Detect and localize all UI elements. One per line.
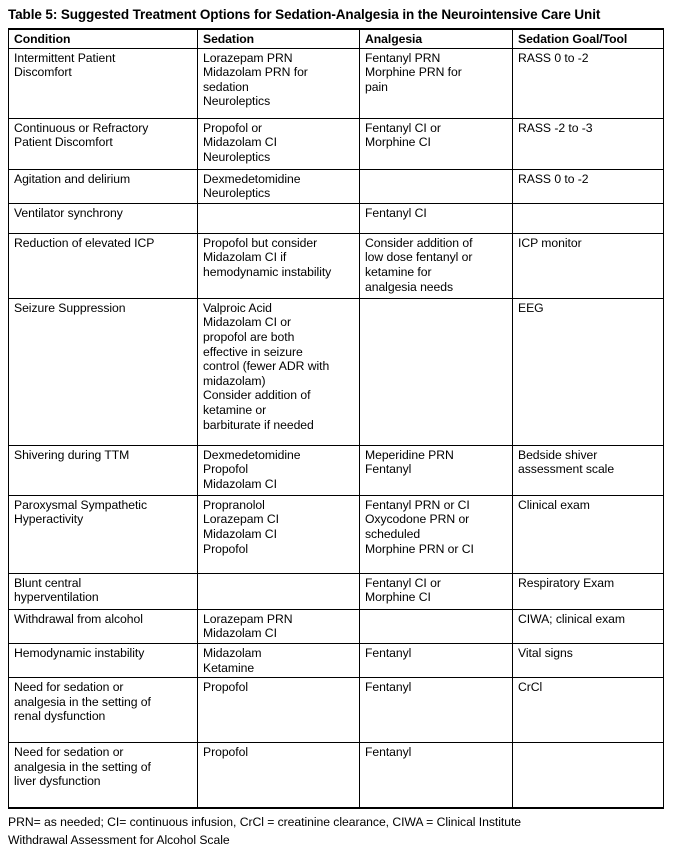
- cell-line: Midazolam CI: [203, 476, 277, 491]
- cell-line: Clinical exam: [518, 497, 590, 512]
- cell-line: Fentanyl: [365, 462, 412, 477]
- cell-goal: [513, 643, 664, 677]
- cell-line: Lorazepam CI: [203, 512, 279, 527]
- cell-sedation: [198, 169, 360, 203]
- cell-goal: [513, 48, 664, 118]
- cell-line: Vital signs: [518, 645, 573, 660]
- cell-goal: [513, 678, 664, 743]
- cell-line: effective in seizure: [203, 344, 303, 359]
- cell-line: pain: [365, 79, 388, 94]
- cell-sedation: [198, 643, 360, 677]
- cell-line: EEG: [518, 300, 544, 315]
- table-row: [9, 678, 664, 743]
- table-row: [9, 643, 664, 677]
- cell-goal: [513, 445, 664, 495]
- cell-line: Fentanyl CI or: [365, 575, 441, 590]
- cell-condition: [9, 678, 198, 743]
- cell-line: Hyperactivity: [14, 512, 84, 527]
- cell-analgesia: [360, 169, 513, 203]
- cell-condition: [9, 609, 198, 643]
- table-row: [9, 48, 664, 118]
- cell-line: Valproic Acid: [203, 300, 272, 315]
- cell-line: Midazolam CI if: [203, 250, 287, 265]
- cell-line: Propofol or: [203, 120, 263, 135]
- cell-sedation: [198, 495, 360, 573]
- cell-line: Morphine PRN for: [365, 65, 462, 80]
- cell-line: Fentanyl PRN or CI: [365, 497, 470, 512]
- cell-line: Fentanyl CI or: [365, 120, 441, 135]
- cell-line: Morphine CI: [365, 135, 431, 150]
- cell-condition: [9, 495, 198, 573]
- cell-line: Seizure Suppression: [14, 300, 126, 315]
- footnote-line-2: Withdrawal Assessment for Alcohol Scale: [8, 832, 230, 847]
- cell-line: Propofol: [203, 541, 248, 556]
- cell-analgesia: [360, 48, 513, 118]
- cell-line: control (fewer ADR with: [203, 359, 330, 374]
- cell-sedation: [198, 573, 360, 609]
- cell-analgesia: [360, 609, 513, 643]
- cell-analgesia: [360, 643, 513, 677]
- cell-line: Fentanyl PRN: [365, 50, 441, 65]
- cell-condition: [9, 445, 198, 495]
- cell-line: Withdrawal from alcohol: [14, 611, 143, 626]
- table-row: [9, 445, 664, 495]
- cell-line: Midazolam CI or: [203, 315, 291, 330]
- page-title: Table 5: Suggested Treatment Options for Sedation-Analgesia in the Neurointensive Care Unit: [8, 7, 601, 22]
- cell-line: CrCl: [518, 680, 543, 695]
- cell-line: Propofol: [203, 680, 248, 695]
- treatment-options-table: [8, 28, 664, 809]
- cell-sedation: [198, 678, 360, 743]
- cell-line: Morphine CI: [365, 590, 431, 605]
- cell-analgesia: [360, 203, 513, 233]
- cell-line: Ketamine: [203, 660, 255, 675]
- cell-line: midazolam): [203, 373, 266, 388]
- cell-line: ketamine or: [203, 402, 267, 417]
- cell-goal: [513, 203, 664, 233]
- cell-line: Consider addition of: [203, 388, 311, 403]
- cell-line: Meperidine PRN: [365, 447, 454, 462]
- table-row: [9, 495, 664, 573]
- table-header: [9, 29, 664, 48]
- cell-goal: [513, 609, 664, 643]
- cell-line: sedation: [203, 79, 249, 94]
- table-header-row: [9, 29, 664, 48]
- cell-line: Consider addition of: [365, 235, 473, 250]
- cell-line: Dexmedetomidine: [203, 447, 301, 462]
- column-header-goal: Sedation Goal/Tool: [513, 29, 664, 48]
- table-footnote: [8, 813, 666, 849]
- cell-goal: [513, 118, 664, 169]
- cell-sedation: [198, 609, 360, 643]
- cell-sedation: [198, 203, 360, 233]
- cell-sedation: [198, 48, 360, 118]
- cell-line: Discomfort: [14, 65, 72, 80]
- table-row: [9, 609, 664, 643]
- cell-line: Hemodynamic instability: [14, 645, 145, 660]
- cell-line: Propofol: [203, 462, 248, 477]
- cell-line: Propranolol: [203, 497, 265, 512]
- footnote-line-1: PRN= as needed; CI= continuous infusion, CrCl = creatinine clearance, CIWA = Clinical Institute: [8, 814, 522, 829]
- cell-sedation: [198, 743, 360, 808]
- cell-condition: [9, 233, 198, 298]
- table-row: [9, 298, 664, 445]
- cell-goal: [513, 298, 664, 445]
- cell-condition: [9, 298, 198, 445]
- cell-line: Continuous or Refractory: [14, 120, 149, 135]
- cell-condition: [9, 48, 198, 118]
- cell-line: Agitation and delirium: [14, 171, 131, 186]
- cell-line: Midazolam CI: [203, 626, 277, 641]
- table-row: [9, 233, 664, 298]
- cell-line: scheduled: [365, 526, 421, 541]
- cell-line: Propofol: [203, 745, 248, 760]
- cell-line: Fentanyl: [365, 680, 412, 695]
- cell-line: Ventilator synchrony: [14, 205, 123, 220]
- cell-line: Need for sedation or: [14, 745, 124, 760]
- cell-analgesia: [360, 233, 513, 298]
- cell-analgesia: [360, 743, 513, 808]
- cell-line: hemodynamic instability: [203, 264, 332, 279]
- cell-line: Fentanyl: [365, 745, 412, 760]
- cell-line: Midazolam CI: [203, 526, 277, 541]
- cell-line: analgesia in the setting of: [14, 759, 151, 774]
- cell-line: Lorazepam PRN: [203, 50, 293, 65]
- cell-line: Lorazepam PRN: [203, 611, 293, 626]
- cell-line: assessment scale: [518, 462, 615, 477]
- cell-line: Fentanyl: [365, 645, 412, 660]
- cell-line: Morphine PRN or CI: [365, 541, 474, 556]
- cell-line: propofol are both: [203, 329, 295, 344]
- cell-goal: [513, 169, 664, 203]
- cell-line: CIWA; clinical exam: [518, 611, 625, 626]
- cell-line: renal dysfunction: [14, 709, 106, 724]
- cell-analgesia: [360, 118, 513, 169]
- cell-line: Midazolam CI: [203, 135, 277, 150]
- cell-sedation: [198, 233, 360, 298]
- cell-sedation: [198, 445, 360, 495]
- table-body: [9, 48, 664, 808]
- cell-line: Midazolam: [203, 645, 262, 660]
- table-row: [9, 573, 664, 609]
- cell-line: Respiratory Exam: [518, 575, 615, 590]
- cell-analgesia: [360, 495, 513, 573]
- column-header-sedation: Sedation: [198, 29, 360, 48]
- cell-line: Neuroleptics: [203, 186, 271, 201]
- cell-line: ICP monitor: [518, 235, 582, 250]
- cell-line: barbiturate if needed: [203, 417, 314, 432]
- cell-line: Propofol but consider: [203, 235, 318, 250]
- cell-condition: [9, 203, 198, 233]
- cell-sedation: [198, 298, 360, 445]
- cell-line: analgesia in the setting of: [14, 694, 151, 709]
- cell-sedation: [198, 118, 360, 169]
- cell-analgesia: [360, 678, 513, 743]
- table-row: [9, 169, 664, 203]
- cell-line: hyperventilation: [14, 590, 99, 605]
- cell-line: Neuroleptics: [203, 149, 271, 164]
- cell-line: Shivering during TTM: [14, 447, 130, 462]
- cell-analgesia: [360, 298, 513, 445]
- cell-line: Intermittent Patient: [14, 50, 116, 65]
- cell-condition: [9, 573, 198, 609]
- cell-condition: [9, 743, 198, 808]
- cell-condition: [9, 118, 198, 169]
- cell-line: RASS 0 to -2: [518, 171, 589, 186]
- table-row: [9, 203, 664, 233]
- cell-line: Reduction of elevated ICP: [14, 235, 155, 250]
- cell-analgesia: [360, 573, 513, 609]
- cell-line: Need for sedation or: [14, 680, 124, 695]
- cell-line: liver dysfunction: [14, 774, 101, 789]
- cell-line: RASS -2 to -3: [518, 120, 593, 135]
- cell-goal: [513, 573, 664, 609]
- cell-line: Fentanyl CI: [365, 205, 427, 220]
- cell-condition: [9, 643, 198, 677]
- cell-analgesia: [360, 445, 513, 495]
- cell-line: Midazolam PRN for: [203, 65, 308, 80]
- cell-goal: [513, 233, 664, 298]
- cell-condition: [9, 169, 198, 203]
- cell-line: ketamine for: [365, 264, 432, 279]
- cell-line: low dose fentanyl or: [365, 250, 473, 265]
- cell-line: analgesia needs: [365, 279, 454, 294]
- cell-line: Paroxysmal Sympathetic: [14, 497, 148, 512]
- column-header-analgesia: Analgesia: [360, 29, 513, 48]
- cell-line: Oxycodone PRN or: [365, 512, 470, 527]
- cell-line: Patient Discomfort: [14, 135, 113, 150]
- table-row: [9, 118, 664, 169]
- cell-line: Blunt central: [14, 575, 82, 590]
- cell-goal: [513, 495, 664, 573]
- cell-line: Neuroleptics: [203, 94, 271, 109]
- cell-goal: [513, 743, 664, 808]
- column-header-condition: Condition: [9, 29, 198, 48]
- cell-line: Bedside shiver: [518, 447, 598, 462]
- cell-line: RASS 0 to -2: [518, 50, 589, 65]
- cell-line: Dexmedetomidine: [203, 171, 301, 186]
- table-row: [9, 743, 664, 808]
